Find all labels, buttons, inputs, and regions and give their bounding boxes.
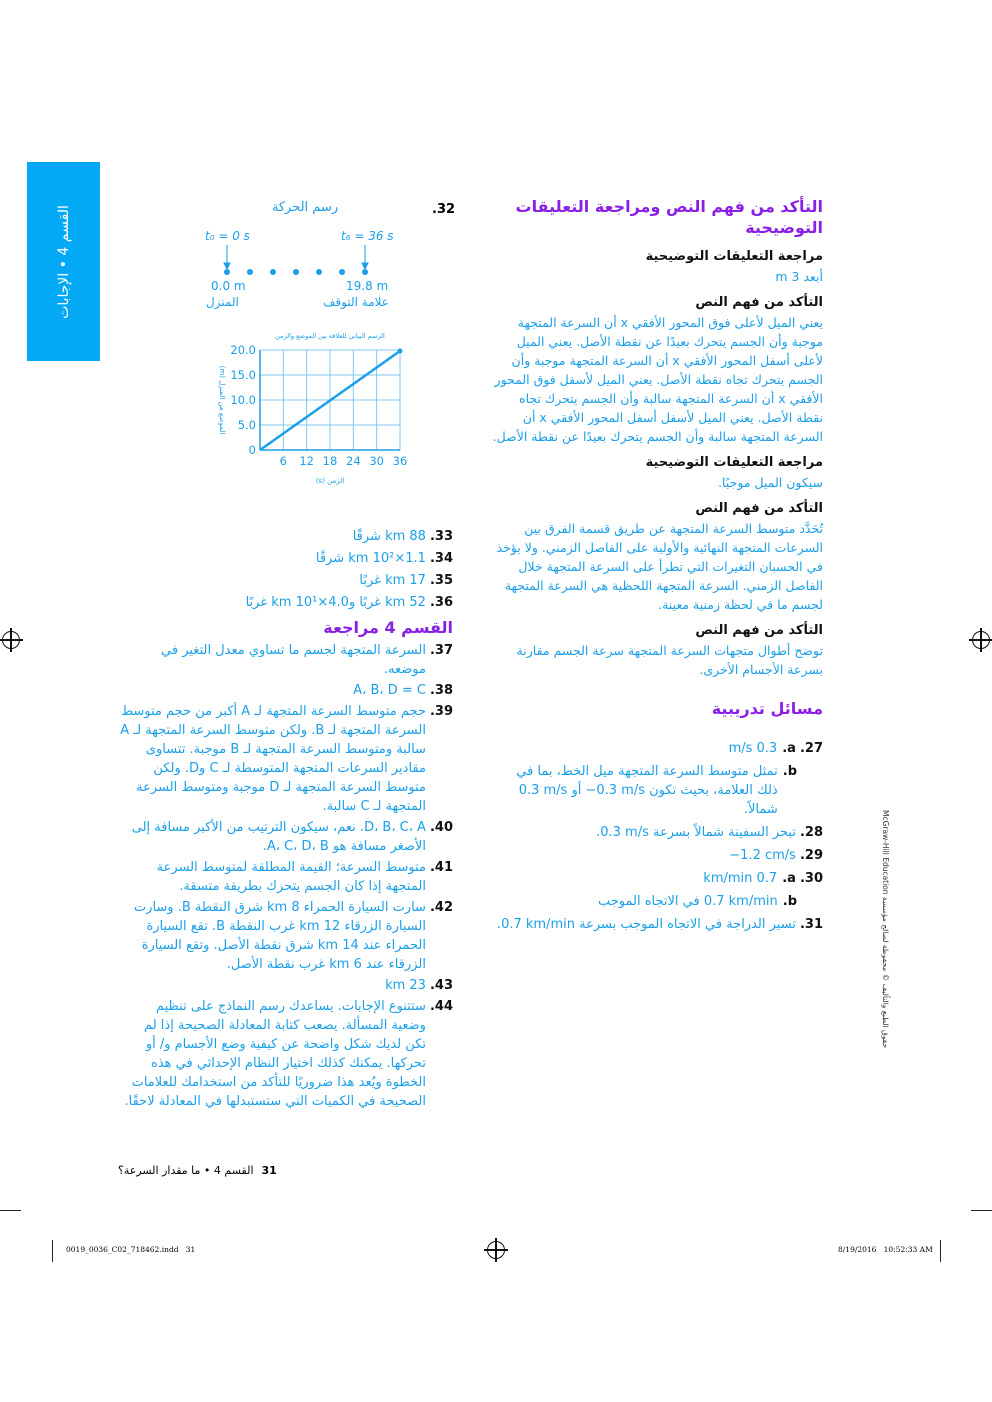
item-number xyxy=(801,892,823,911)
section-heading: مراجعة التعليقات التوضيحية xyxy=(645,249,823,264)
item-number: 34. xyxy=(429,551,453,566)
motion-diagram-title: رسم الحركة xyxy=(271,200,339,215)
answer-item xyxy=(120,976,453,995)
item-number: 35. xyxy=(429,573,453,588)
data-point xyxy=(398,349,403,354)
copyright-notice: حقوق الطبع والتأليف © محفوظة لصالح مؤسسة McGraw-Hill Education xyxy=(881,810,890,1049)
crop-mark xyxy=(940,1240,941,1262)
item-text: السرعة المتجهة لجسم ما تساوي معدل التغير في موضعه. xyxy=(161,643,426,677)
item-text: تسير الدراجة في الاتجاه الموجب بسرعة ‎0.7 km/min‎. xyxy=(496,917,796,932)
item-text: 0.7 km/min xyxy=(703,871,778,886)
t0-label: t₀ = 0 s xyxy=(205,229,250,243)
item-text: 17 km غربًا xyxy=(359,573,426,588)
page-number: 31 xyxy=(261,1164,277,1177)
item-text: 23 km xyxy=(385,978,426,993)
start-name: المنزل xyxy=(206,295,239,309)
x-tick-label: 6 xyxy=(279,454,287,468)
section-title: التأكد من فهم النص ومراجعة التعليقات التوضيحية xyxy=(515,197,823,237)
item-part: a. xyxy=(782,741,796,756)
item-part: b. xyxy=(782,764,797,779)
right-column xyxy=(492,196,823,938)
item-text: متوسط السرعة؛ القيمة المطلقة لمتوسط السرعة المتجهة إذا كان الجسم يتحرك بطريقة متسقة. xyxy=(156,860,426,894)
x-axis-label: الزمن (s) xyxy=(315,477,345,485)
x-tick-label: 36 xyxy=(392,454,408,468)
motion-dots xyxy=(215,245,380,280)
text-section xyxy=(492,453,823,492)
end-name: علامة التوقف xyxy=(323,295,389,309)
crop-mark xyxy=(971,1210,992,1211)
x-tick-label: 30 xyxy=(369,454,384,468)
registration-mark-icon xyxy=(972,631,990,649)
y-tick-label: 10.0 xyxy=(230,393,256,407)
text-section xyxy=(492,499,823,614)
section-text: تُحَدَّد متوسط السرعة المتجهة عن طريق قسمة الفرق بين السرعات المتجهة النهائية والأولية على الفاصل الزمني. ولا يؤخذ في الحسبان التغيرات التي تطرأ على السرعة المتجهة خلال الفاصل الزمني. السرعة المتجهة اللحظية هي السرعة المتجهة لجسم ما في لحظة زمنية معينة. xyxy=(496,521,823,612)
section-heading: مراجعة التعليقات التوضيحية xyxy=(645,455,823,470)
crop-mark xyxy=(52,1240,53,1262)
item-number: 31. xyxy=(799,917,823,932)
item-text: حجم متوسط السرعة المتجهة لـ A أكبر من حجم متوسط السرعة المتجهة لـ B. ولكن متوسط السرعة المتجهة لـ A سالبة ومتوسط السرعة المتجهة لـ B موجبة. تتساوى مقادير السرعات المتجهة المتوسطة لـ C وD. ولكن متوسط السرعة المتجهة لـ D موجبة ومتوسط السرعة المتجهة لـ C سالبة. xyxy=(120,704,426,814)
side-tab-label: القسم 4 • الإجابات xyxy=(55,204,72,319)
item-number xyxy=(801,762,823,819)
answer-item xyxy=(120,641,453,679)
item-part: b. xyxy=(782,894,797,909)
answer-item xyxy=(492,823,823,842)
item-text: 1.1×10² km شرقًا xyxy=(315,551,426,566)
item-number: 38. xyxy=(429,683,453,698)
end-position: 19.8 m xyxy=(346,279,389,293)
footer-text: القسم 4 • ما مقدار السرعة؟ xyxy=(118,1164,254,1177)
answer-item xyxy=(120,681,453,700)
section-text: يعني الميل لأعلى فوق المحور الأفقي x أن السرعة المتجهة موجبة وأن الجسم يتحرك بعيدًا عن نقطة الأصل. يعني الميل لأعلى أسفل المحور الأفقي x أن السرعة المتجهة موجبة وأن الجسم يتحرك تجاه نقطة الأصل. يعني الميل لأسفل فوق المحور الأفقي x أن السرعة المتجهة سالبة وأن الجسم يتحرك تجاه نقطة الأصل. يعني الميل لأسفل أسفل المحور الأفقي x أن السرعة المتجهة سالبة وأن الجسم يتحرك بعيدًا عن نقطة الأصل. xyxy=(492,315,823,444)
x-tick-label: 24 xyxy=(346,454,361,468)
item-text: ستتنوع الإجابات. يساعدك رسم النماذج على تنظيم وضعية المسألة. يصعب كتابة المعادلة الصحيحة إذا لم تكن لديك شكل واضحة عن كيفية وضع الأجسام و/ أو تحركها. يمكنك كذلك اختيار النظام الإحداثي في هذه الخطوة ويُعد هذا ضروريًا للتأكد من استخدامك للعلامات الصحيحة في الكميات التي ستستبدلها في المعادلة لاحقًا. xyxy=(124,999,426,1109)
page-footer xyxy=(118,1164,277,1177)
item-number: 28. xyxy=(799,825,823,840)
y-tick-label: 15.0 xyxy=(230,368,256,382)
answer-item xyxy=(120,858,453,896)
item-number: 44. xyxy=(429,999,453,1014)
chart-title: الرسم البياني للعلاقة بين الموضع والزمن xyxy=(275,332,385,340)
x-tick-label: 12 xyxy=(299,454,314,468)
t6-label: t₆ = 36 s xyxy=(341,229,394,243)
item-text: تبحر السفينة شمالاً بسرعة ‎0.3 m/s‎. xyxy=(596,825,796,840)
item-text: A، B، D = C xyxy=(353,683,426,698)
chapter-side-tab xyxy=(27,162,100,361)
text-section xyxy=(492,621,823,679)
registration-mark-icon xyxy=(487,1241,505,1259)
section-text: أبعد 3 m xyxy=(775,269,823,284)
y-tick-label: 5.0 xyxy=(237,418,256,432)
print-date: 8/19/2016 10:52:33 AM xyxy=(838,1245,933,1254)
item-number: 29. xyxy=(799,848,823,863)
start-position: 0.0 m xyxy=(211,279,246,293)
section-heading: التأكد من فهم النص xyxy=(695,295,823,310)
text-section xyxy=(492,293,823,446)
y-tick-label: 0 xyxy=(248,443,256,457)
item-text: 0.3 m/s xyxy=(728,741,778,756)
left-column xyxy=(120,527,453,1113)
item-text: 88 km شرقًا xyxy=(352,529,426,544)
item-number: 36. xyxy=(429,595,453,610)
answer-item xyxy=(492,762,823,819)
item-text: D، B، C، A. نعم، سيكون الترتيب من الأكبر مسافة إلى الأصغر مسافة هو A، C، D، B. xyxy=(131,820,426,854)
text-section xyxy=(492,247,823,286)
item-text: ‎0.7 km/min‎ في الاتجاه الموجب xyxy=(597,894,778,909)
q32-number: 32. xyxy=(432,202,456,217)
registration-mark-icon xyxy=(2,631,20,649)
answer-item xyxy=(120,702,453,816)
answer-item xyxy=(120,549,453,568)
section-text: سيكون الميل موجبًا. xyxy=(718,475,823,490)
section-heading: التأكد من فهم النص xyxy=(695,501,823,516)
x-tick-label: 18 xyxy=(322,454,338,468)
item-text: تمثل متوسط السرعة المتجهة ميل الخط، بما في ذلك العلامة، بحيث تكون ‎−0.3 m/s‎ أو ‎0.3 m/s‎ شمالاً. xyxy=(516,764,778,817)
answer-item xyxy=(120,527,453,546)
item-number: 37. xyxy=(429,643,453,658)
section-text: توضح أطوال متجهات السرعة المتجهة سرعة الجسم مقارنة بسرعة الأجسام الأخرى. xyxy=(516,643,823,677)
position-time-chart xyxy=(205,325,420,490)
answer-item xyxy=(492,846,823,865)
item-text: 52 km غربًا و4.0×10¹ km غربًا xyxy=(245,595,426,610)
item-text: ‎−1.2 cm/s‎ xyxy=(729,848,796,863)
item-number: 27. xyxy=(799,741,823,756)
item-number: 41. xyxy=(429,860,453,875)
answer-item xyxy=(120,818,453,856)
item-number: 43. xyxy=(429,978,453,993)
item-number: 40. xyxy=(429,820,453,835)
item-number: 42. xyxy=(429,900,453,915)
practice-heading: مسائل تدريبية xyxy=(711,699,823,718)
answer-item xyxy=(120,997,453,1111)
answer-item xyxy=(120,593,453,612)
item-text: سارت السيارة الحمراء 8 km شرق النقطة B. وسارت السيارة الزرقاء 12 km غرب النقطة B. تقع السيارة الحمراء عند 14 km شرق نقطة الأصل. وتقع السيارة الزرقاء عند 6 km غرب نقطة الأصل. xyxy=(133,900,426,972)
answer-item xyxy=(492,915,823,934)
y-tick-label: 20.0 xyxy=(230,343,256,357)
section-heading: التأكد من فهم النص xyxy=(695,623,823,638)
item-number: 33. xyxy=(429,529,453,544)
review-heading: القسم 4 مراجعة xyxy=(323,618,453,637)
answer-item xyxy=(120,571,453,590)
crop-mark xyxy=(0,1210,21,1211)
answer-item xyxy=(120,898,453,974)
item-part: a. xyxy=(782,871,796,886)
answer-item xyxy=(492,869,823,888)
answer-item xyxy=(492,739,823,758)
file-slug: 0019_0036_C02_718462.indd 31 xyxy=(66,1245,196,1254)
y-axis-label: الموضع من المنزل (m) xyxy=(218,365,226,435)
item-number: 30. xyxy=(799,871,823,886)
item-number: 39. xyxy=(429,704,453,719)
answer-item xyxy=(492,892,823,911)
